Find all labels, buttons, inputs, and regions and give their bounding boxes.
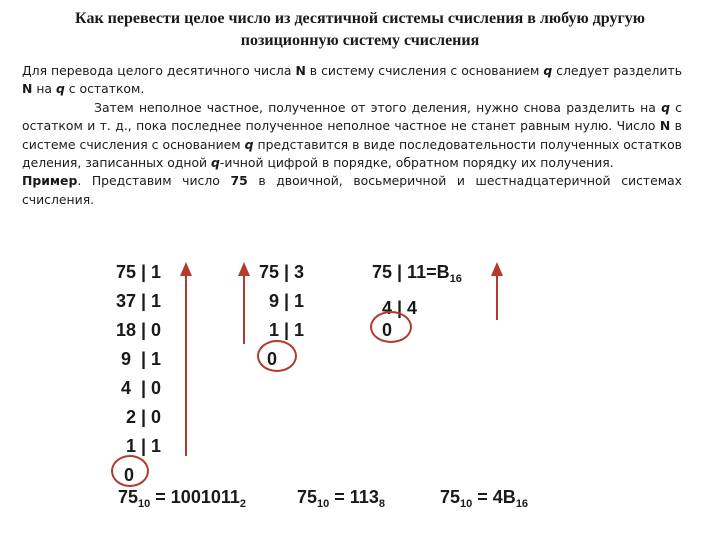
text-run: Затем неполное частное, полученное от этого деления, нужно снова разделить на [94,99,662,115]
hex-final-quotient: 0 [382,320,393,340]
text-run: с остатком и т. д., пока последнее полученное неполное частное не станет равным нулю. Число [22,99,682,134]
result-equals: = [150,487,171,507]
binary-row: 75 | 1 [116,262,162,282]
result-number: 4B [492,487,516,507]
result-number: 75 [440,487,461,507]
text-run: . Представим число [77,173,231,189]
var-q: q [55,81,65,97]
binary-final-quotient: 0 [124,465,135,485]
octal-division-column [259,258,304,345]
hex-row-text: 75 | 11=B [372,262,450,282]
binary-division-column [116,258,161,461]
result-equals: = [329,487,350,507]
binary-final-circle [111,455,149,487]
octal-result [297,487,385,510]
binary-row: 18 | 0 [116,320,162,340]
result-number: 75 [118,487,139,507]
hex-row-subscript: 16 [449,273,462,285]
result-number: 75 [297,487,318,507]
result-subscript: 16 [515,498,529,510]
var-n: N [22,81,33,97]
text-run: следует разделить [552,63,682,78]
octal-row: 9 | 1 [259,291,305,311]
binary-row: 1 | 1 [116,436,162,456]
explanation-text [22,62,682,209]
result-equals: = [472,487,493,507]
binary-read-up-arrow-icon [178,262,194,458]
hex-final-circle [370,311,412,343]
result-subscript: 2 [239,498,247,510]
binary-row: 37 | 1 [116,291,162,311]
hex-result [440,487,528,510]
octal-final-circle [257,340,297,372]
paragraph-2 [22,99,682,173]
var-q: q [661,99,670,115]
octal-row: 1 | 1 [259,320,305,340]
result-number: 113 [349,487,379,507]
octal-row: 75 | 3 [259,262,305,282]
text-run: с остатком. [64,81,145,97]
hex-read-up-arrow-icon [489,262,505,322]
result-subscript: 10 [317,498,330,510]
text-run: Для перевода целого десятичного числа [22,63,296,78]
binary-row: 9 | 1 [116,349,162,369]
hex-row: 4 | 4 [372,298,418,318]
hex-row [372,258,462,294]
title-line-1: Как перевести целое число из десятичной системы счисления в любую другую [75,10,645,27]
var-n: N [659,118,671,134]
result-subscript: 10 [460,498,473,510]
result-subscript: 10 [138,498,151,510]
binary-row: 2 | 0 [116,407,162,427]
text-run: представится в виде последовательности полученных остатков деления, записанных одной [22,136,682,171]
example-number: 75 [230,173,248,189]
example-label: Пример [22,173,78,189]
text-run: -ичной цифрой в порядке, обратном порядку их получения. [219,155,614,171]
text-run: в двоичной, восьмеричной и шестнадцатеричной системах счисления. [22,173,683,207]
octal-read-up-arrow-icon [236,262,252,346]
text-run: на [32,81,56,97]
binary-result [118,487,246,510]
title-line-2: позиционную систему счисления [240,32,480,49]
text-run: в системе счисления с основанием [22,118,682,152]
result-number: 1001011 [170,487,240,507]
octal-final-quotient: 0 [267,349,278,369]
binary-row: 4 | 0 [116,378,162,398]
result-subscript: 8 [378,498,385,510]
var-n: N [295,63,306,78]
var-q: q [211,155,220,171]
paragraph-3 [22,172,682,209]
paragraph-1 [22,62,682,99]
var-q: q [244,136,254,152]
var-q: q [543,63,553,78]
page-title [40,8,680,52]
text-run: в систему счисления с основанием [305,63,544,78]
